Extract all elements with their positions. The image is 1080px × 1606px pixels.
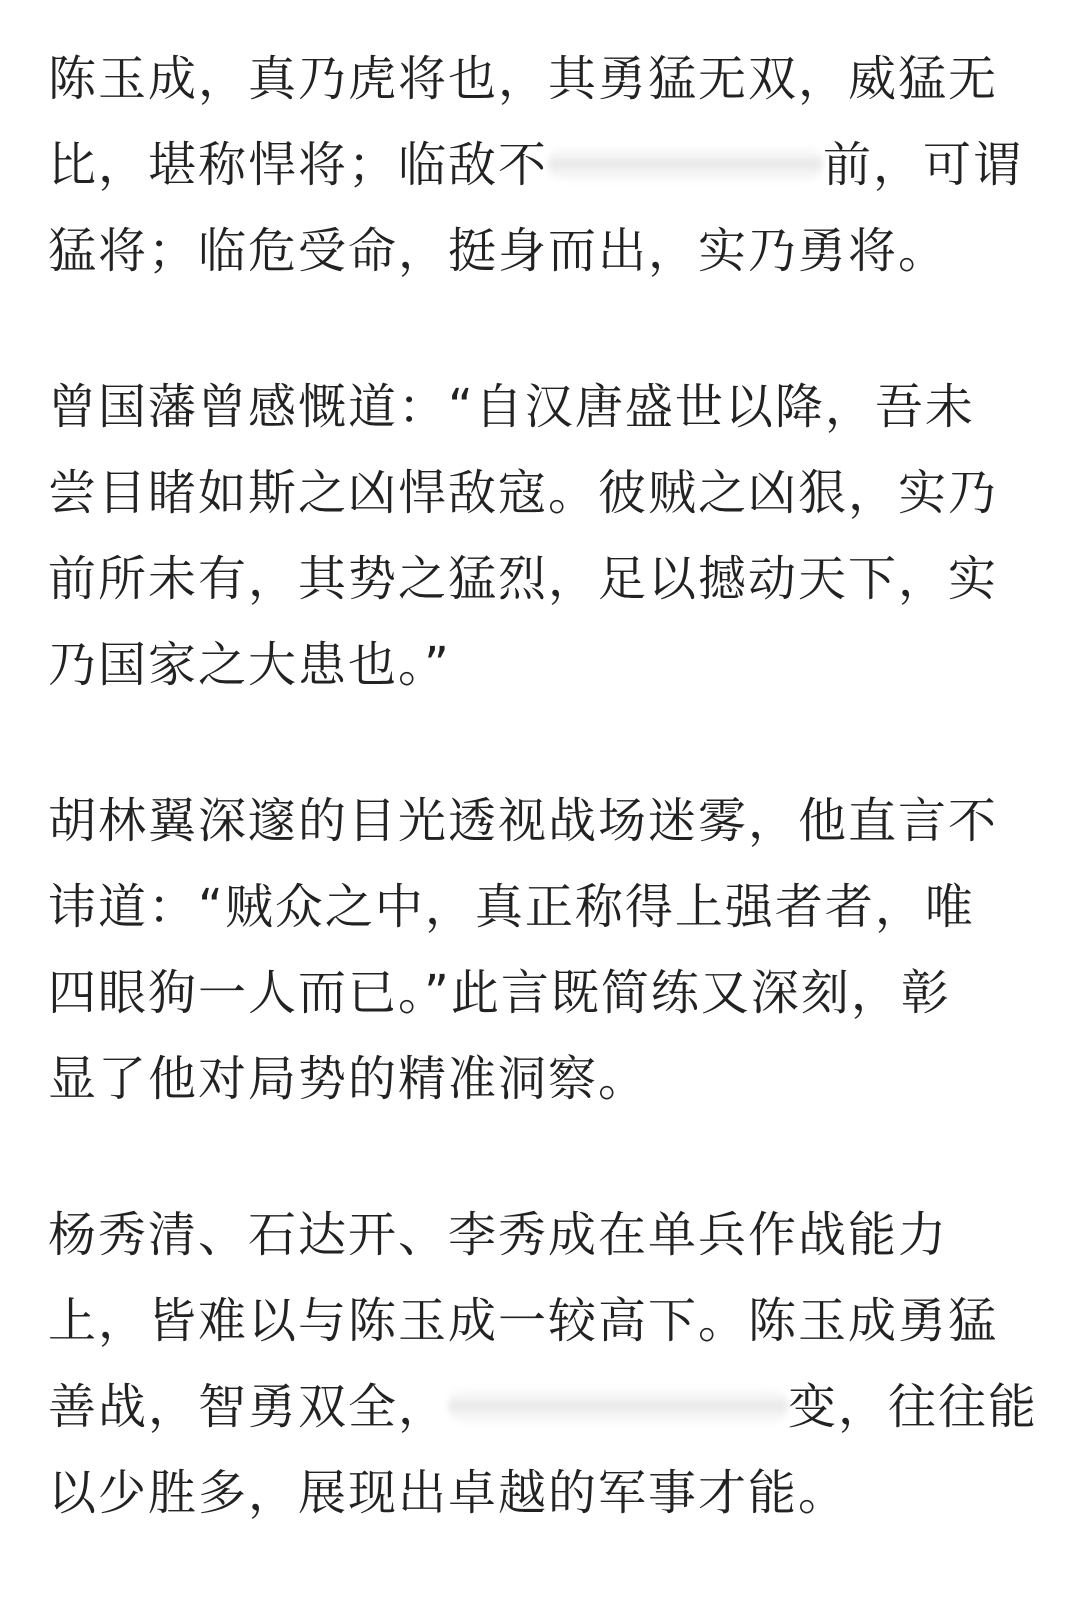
text-fragment: 比，堪称悍将；临敌不 bbox=[48, 137, 549, 193]
text-line: 以少胜多，展现出卓越的军事才能。 bbox=[48, 1465, 849, 1521]
text-line: 尝目睹如斯之凶悍敌寇。彼贼之凶狠，实乃 bbox=[48, 465, 999, 521]
paragraph-3 bbox=[48, 778, 1038, 1122]
text-fragment: 善战，智勇双全， bbox=[48, 1379, 449, 1435]
text-line: 曾国藩曾感慨道：“自汉唐盛世以降，吾未 bbox=[48, 379, 975, 435]
text-line: 杨秀清、石达开、李秀成在单兵作战能力 bbox=[48, 1207, 949, 1263]
text-line: 胡林翼深邃的目光透视战场迷雾，他直言不 bbox=[48, 793, 999, 849]
text-line: 讳道：“贼众之中，真正称得上强者者，唯 bbox=[48, 879, 975, 935]
text-line bbox=[48, 122, 1038, 208]
text-line: 前所未有，其势之猛烈，足以撼动天下，实 bbox=[48, 551, 999, 607]
redaction-blur bbox=[448, 1386, 788, 1426]
redaction-blur bbox=[548, 144, 823, 184]
text-fragment: 前，可谓 bbox=[823, 137, 1024, 193]
text-line bbox=[48, 1364, 1038, 1450]
text-line: 乃国家之大患也。” bbox=[48, 637, 451, 693]
text-line: 上，皆难以与陈玉成一较高下。陈玉成勇猛 bbox=[48, 1293, 999, 1349]
text-line: 四眼狗一人而已。”此言既简练又深刻，彰 bbox=[48, 965, 951, 1021]
text-line: 显了他对局势的精准洞察。 bbox=[48, 1051, 649, 1107]
paragraph-4 bbox=[48, 1192, 1038, 1536]
text-line: 猛将；临危受命，挺身而出，实乃勇将。 bbox=[48, 223, 949, 279]
text-fragment: 变，往往能 bbox=[788, 1379, 1039, 1435]
article-body bbox=[48, 36, 1038, 1606]
paragraph-2 bbox=[48, 364, 1038, 708]
text-line: 陈玉成，真乃虎将也，其勇猛无双，威猛无 bbox=[48, 51, 999, 107]
paragraph-1 bbox=[48, 36, 1038, 294]
